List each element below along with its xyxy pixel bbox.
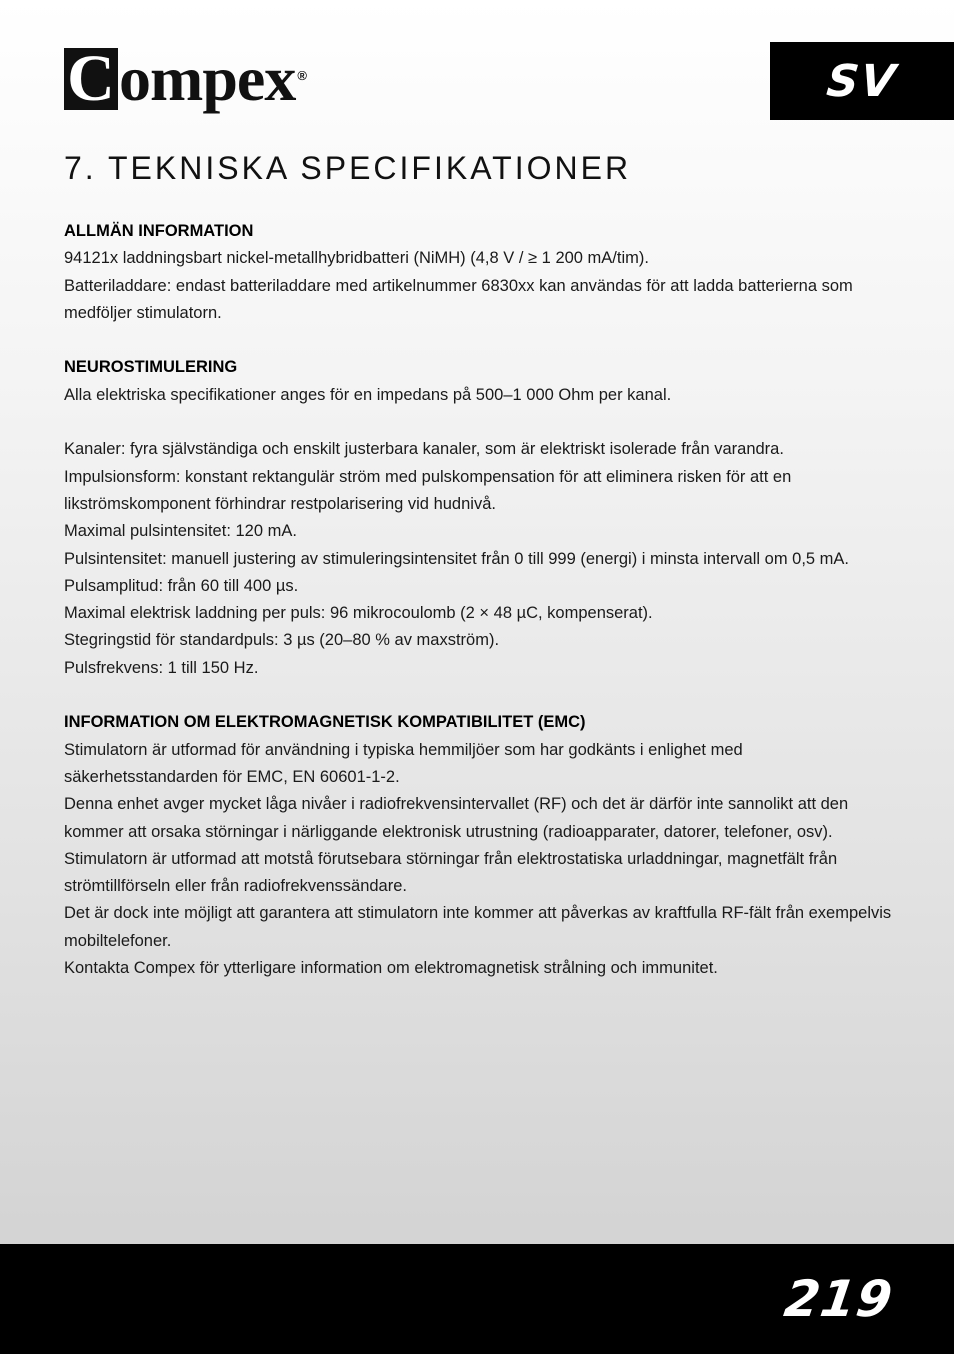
- section-emc: [64, 709, 894, 982]
- language-code: SV: [824, 55, 900, 107]
- paragraph: Denna enhet avger mycket låga nivåer i radiofrekvensintervallet (RF) och det är därför inte sannolikt att den kommer att orsaka störningar i närliggande elektronisk utrustning (radioapparater, datorer, telefoner, osv).: [64, 795, 849, 841]
- spec-line: Impulsionsform: konstant rektangulär ström med pulskompensation för att eliminera risken för att en likströmskomponent förhindrar restpolarisering vid hudnivå.: [64, 467, 792, 513]
- document-body: [64, 218, 894, 982]
- spacer: [64, 327, 894, 354]
- language-tab: [770, 42, 954, 120]
- paragraph: Alla elektriska specifikationer anges för en impedans på 500–1 000 Ohm per kanal.: [64, 385, 672, 404]
- page-number: 219: [780, 1270, 897, 1328]
- spec-line: Kanaler: fyra självständiga och enskilt justerbara kanaler, som är elektriskt isolerade från varandra.: [64, 440, 784, 459]
- section-heading: NEUROSTIMULERING: [64, 358, 238, 377]
- spec-line: Stegringstid för standardpuls: 3 µs (20–80 % av maxström).: [64, 631, 500, 650]
- spec-line: Pulsfrekvens: 1 till 150 Hz.: [64, 658, 259, 677]
- page-footer: [0, 1244, 954, 1354]
- spec-line: Maximal elektrisk laddning per puls: 96 mikrocoulomb (2 × 48 µC, kompenserat).: [64, 604, 653, 623]
- spacer: [64, 682, 894, 709]
- spacer: [64, 409, 894, 436]
- paragraph: Stimulatorn är utformad för användning i typiska hemmiljöer som har godkänts i enlighet med säkerhetsstandarden för EMC, EN 60601-1-2.: [64, 740, 743, 786]
- spec-line: Pulsintensitet: manuell justering av stimuleringsintensitet från 0 till 999 (energi) i minsta intervall om 0,5 mA.: [64, 549, 850, 568]
- paragraph: Kontakta Compex för ytterligare information om elektromagnetisk strålning och immunitet.: [64, 959, 718, 978]
- spec-line: Maximal pulsintensitet: 120 mA.: [64, 522, 297, 541]
- registered-mark: ®: [297, 68, 307, 83]
- paragraph: Stimulatorn är utformad att motstå förutsebara störningar från elektrostatiska urladdningar, magnetfält från strömtillförseln eller från radiofrekvenssändare.: [64, 849, 838, 896]
- section-heading: INFORMATION OM ELEKTROMAGNETISK KOMPATIBILITET (EMC): [64, 713, 586, 732]
- paragraph: Det är dock inte möjligt att garantera att stimulatorn inte kommer att påverkas av kraftfulla RF-fält från exempelvis mobiltelefoner.: [64, 904, 892, 950]
- logo-wordmark: ompex: [119, 43, 296, 114]
- compex-logo: [64, 44, 307, 120]
- spec-line: Pulsamplitud: från 60 till 400 µs.: [64, 576, 299, 595]
- paragraph: 94121x laddningsbart nickel-metallhybridbatteri (NiMH) (4,8 V / ≥ 1 200 mA/tim).: [64, 249, 649, 268]
- logo-initial: C: [64, 48, 118, 110]
- section-heading: ALLMÄN INFORMATION: [64, 222, 254, 240]
- section-general-information: [64, 218, 894, 327]
- page-title: 7. TEKNISKA SPECIFIKATIONER: [64, 150, 632, 186]
- section-neurostimulation: [64, 354, 894, 682]
- paragraph: Batteriladdare: endast batteriladdare med artikelnummer 6830xx kan användas för att ladda batterierna som medföljer stimulatorn.: [64, 276, 853, 322]
